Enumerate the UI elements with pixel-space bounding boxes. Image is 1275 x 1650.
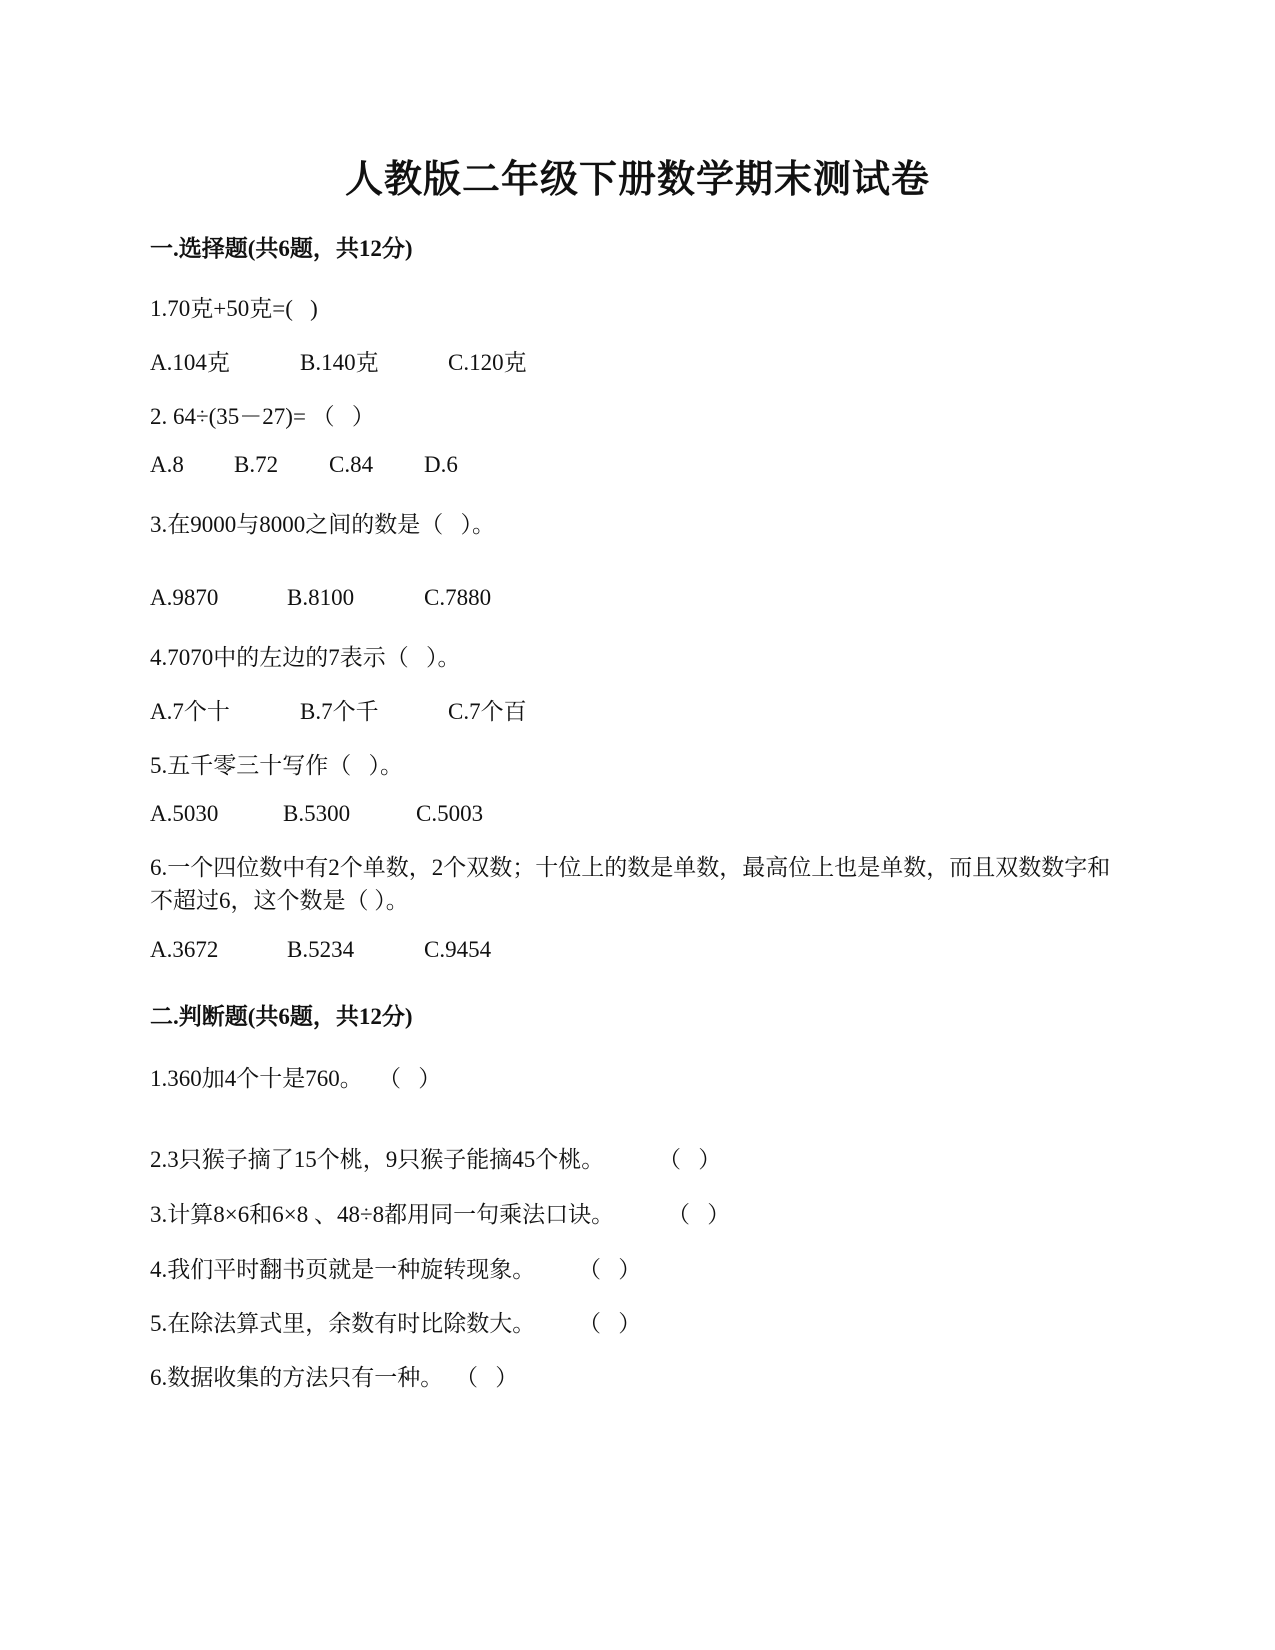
judgement-item-6: 6.数据收集的方法只有一种。 bbox=[150, 1365, 444, 1390]
option-a: A.3672 bbox=[150, 937, 219, 962]
question-3: 3.在9000与8000之间的数是（ ）。 bbox=[150, 512, 495, 537]
judgement-item-1: 1.360加4个十是760。 bbox=[150, 1066, 363, 1091]
option-a: A.5030 bbox=[150, 801, 219, 826]
answer-blank: （ ） bbox=[455, 1365, 519, 1390]
judgement-item-2: 2.3只猴子摘了15个桃，9只猴子能摘45个桃。 bbox=[150, 1147, 605, 1172]
question-3-options bbox=[150, 585, 491, 611]
option-c: C.5003 bbox=[416, 801, 484, 826]
option-a: A.7个十 bbox=[150, 699, 230, 724]
option-a: A.8 bbox=[150, 452, 184, 477]
answer-blank: （ ） bbox=[658, 1147, 722, 1172]
question-4: 4.7070中的左边的7表示（ ）。 bbox=[150, 645, 461, 670]
question-1-options bbox=[150, 344, 527, 377]
option-d: D.6 bbox=[424, 452, 458, 477]
question-5-options bbox=[150, 801, 483, 827]
section-heading-choice: 一.选择题(共6题，共12分) bbox=[150, 236, 413, 261]
question-4-options bbox=[150, 693, 527, 726]
judgement-item-5: 5.在除法算式里，余数有时比除数大。 bbox=[150, 1311, 536, 1336]
answer-blank: （ ） bbox=[667, 1202, 731, 1227]
option-b: B.140克 bbox=[300, 350, 379, 375]
answer-blank: （ ） bbox=[578, 1257, 642, 1282]
page-title: 人教版二年级下册数学期末测试卷 bbox=[344, 159, 930, 201]
section-heading-judgement: 二.判断题(共6题，共12分) bbox=[150, 1004, 413, 1029]
option-c: C.9454 bbox=[424, 937, 492, 962]
option-c: C.120克 bbox=[448, 350, 527, 375]
option-b: B.72 bbox=[234, 452, 279, 477]
question-5: 5.五千零三十写作（ ）。 bbox=[150, 753, 403, 778]
judgement-item-3: 3.计算8×6和6×8 、48÷8都用同一句乘法口诀。 bbox=[150, 1202, 615, 1227]
option-b: B.7个千 bbox=[300, 699, 379, 724]
answer-blank: （ ） bbox=[378, 1066, 442, 1091]
judgement-item-4: 4.我们平时翻书页就是一种旋转现象。 bbox=[150, 1257, 536, 1282]
question-1: 1.70克+50克=( ) bbox=[150, 296, 318, 321]
option-c: C.84 bbox=[329, 452, 374, 477]
question-6: 6.一个四位数中有2个单数，2个双数；十位上的数是单数，最高位上也是单数，而且双数数字和不超过6，这个数是（ ）。 bbox=[150, 855, 1111, 913]
question-6-options bbox=[150, 937, 491, 963]
option-b: B.8100 bbox=[287, 585, 355, 610]
option-a: A.9870 bbox=[150, 585, 219, 610]
option-c: C.7880 bbox=[424, 585, 492, 610]
question-2-options bbox=[150, 452, 458, 478]
answer-blank: （ ） bbox=[578, 1311, 642, 1336]
option-b: B.5234 bbox=[287, 937, 355, 962]
option-a: A.104克 bbox=[150, 350, 230, 375]
option-c: C.7个百 bbox=[448, 699, 527, 724]
option-b: B.5300 bbox=[283, 801, 351, 826]
question-2: 2. 64÷(35－27)= （ ） bbox=[150, 404, 375, 429]
